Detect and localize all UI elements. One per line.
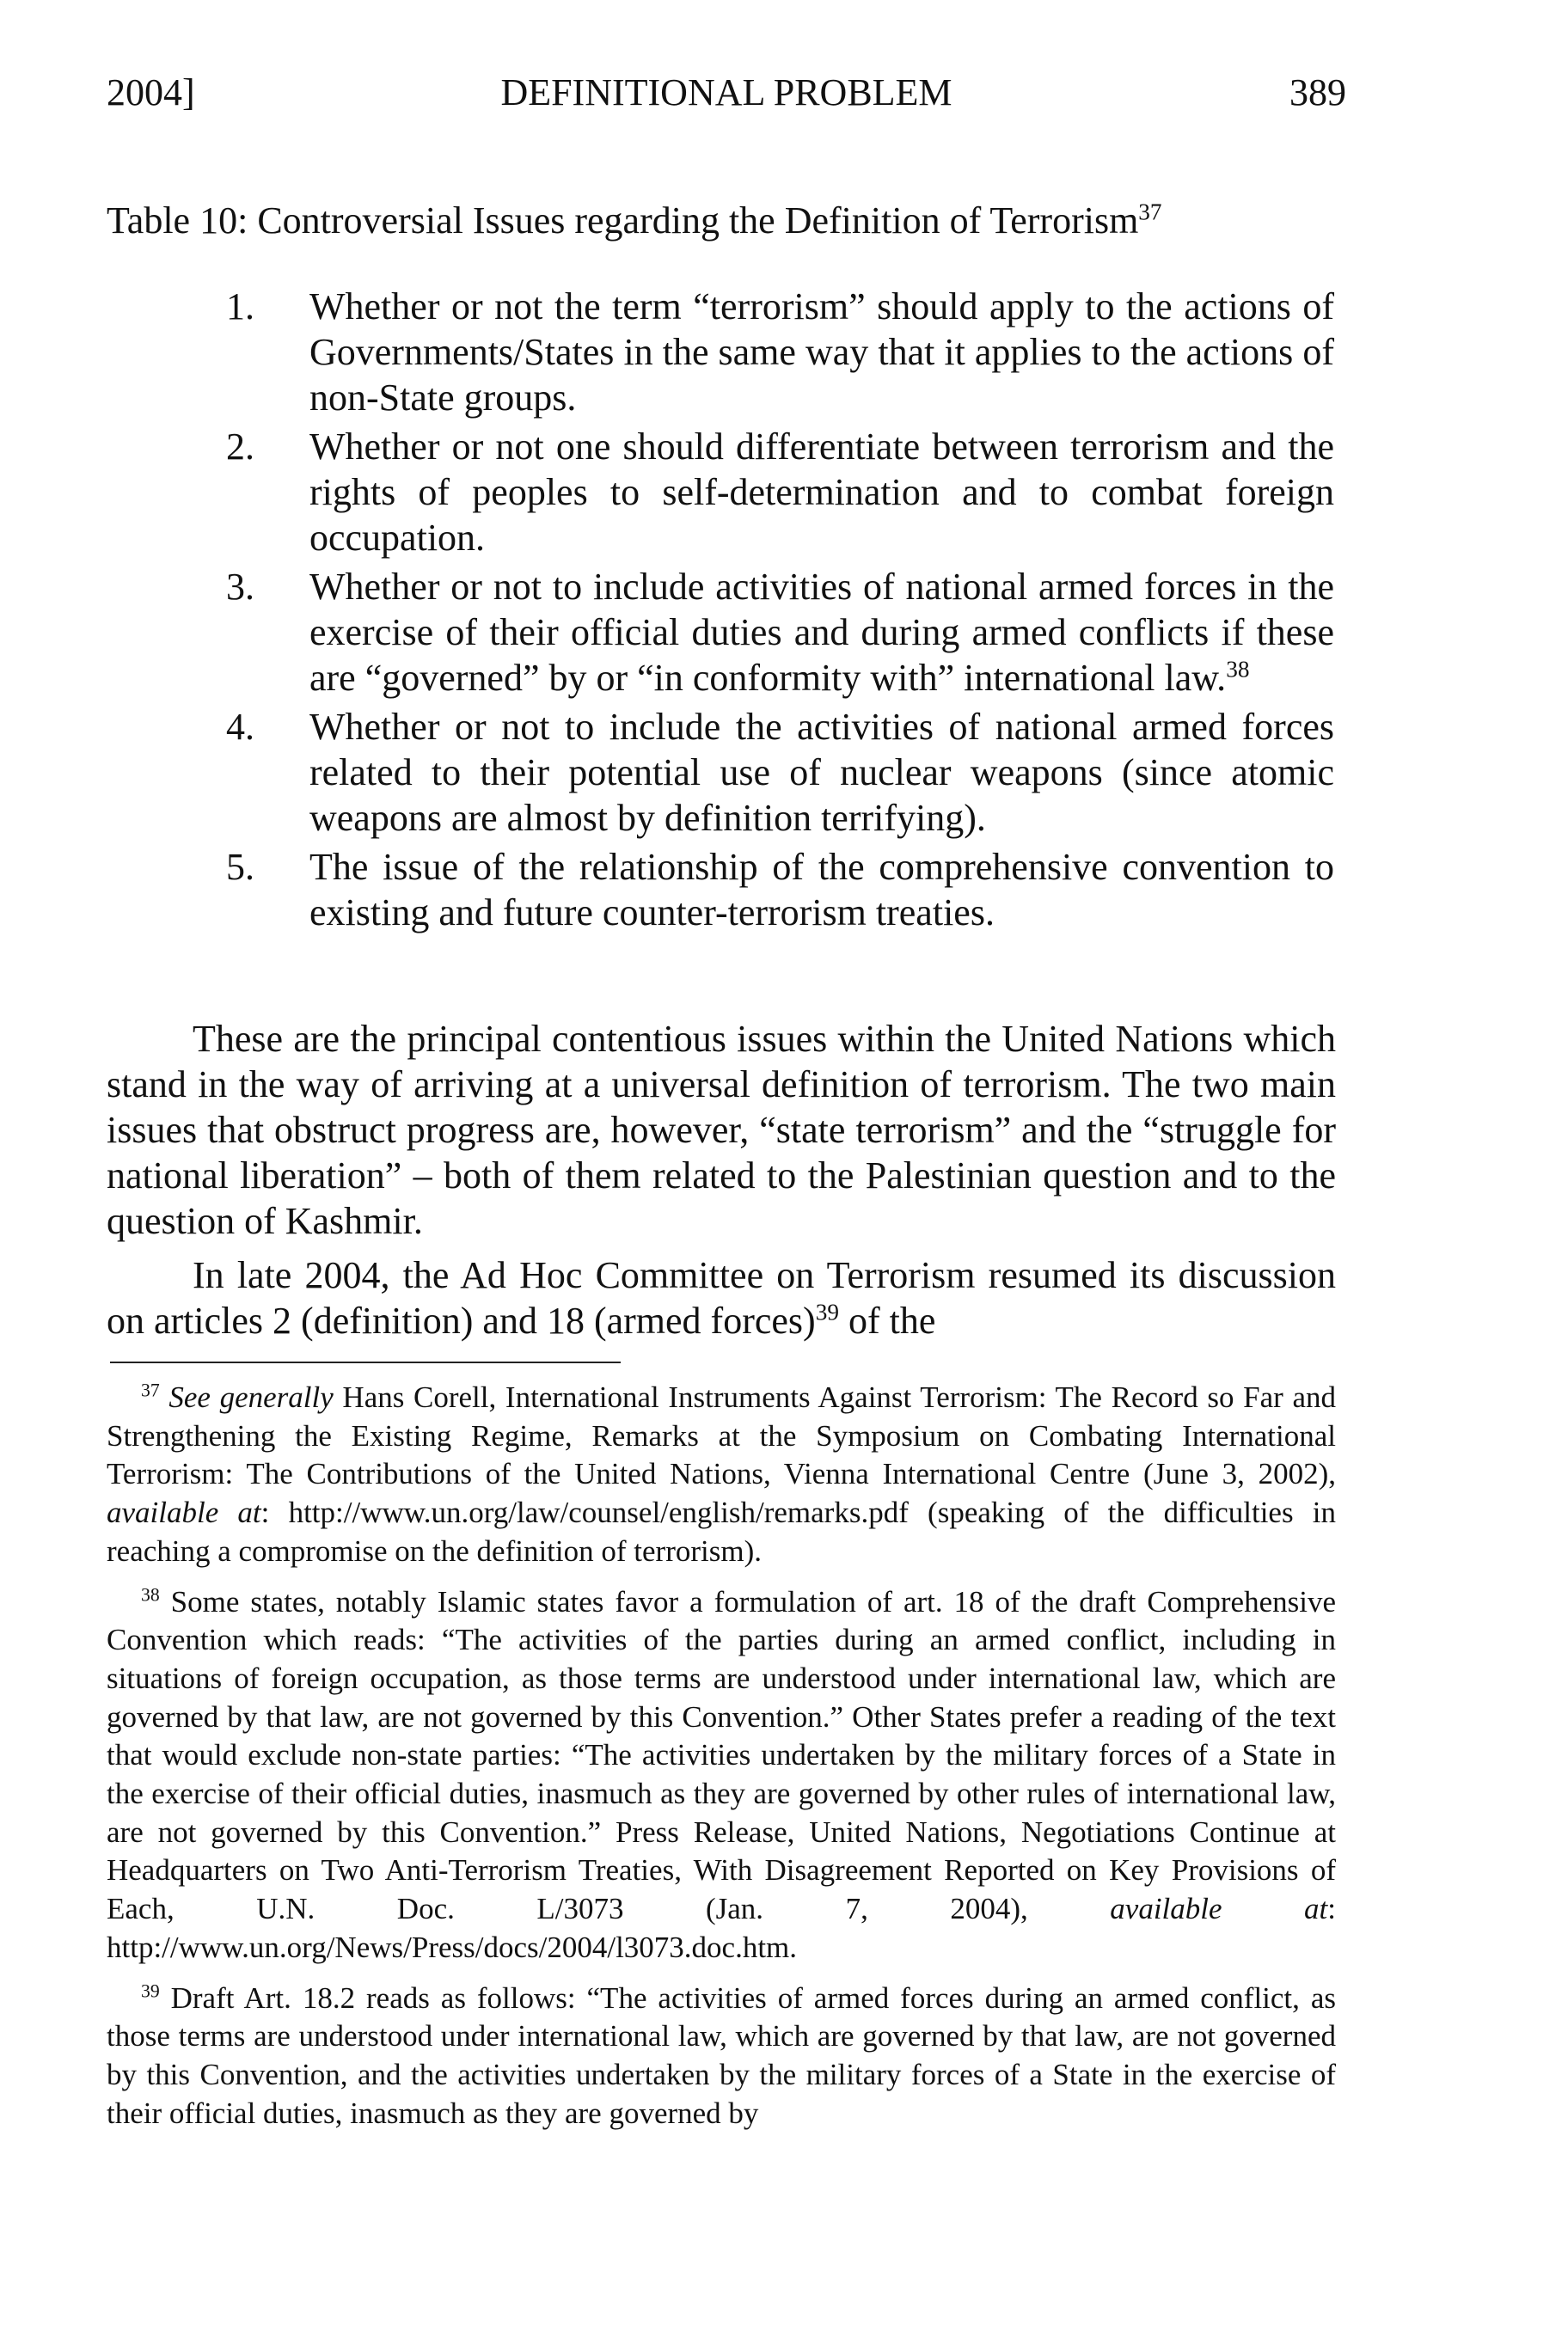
body-paragraph-2-text: In late 2004, the Ad Hoc Committee on Terrorism resumed its discussion on articles 2 (definition) and 18 (armed forces) bbox=[107, 1254, 1336, 1342]
list-item-text: The issue of the relationship of the comprehensive convention to existing and future counter-terrorism treaties. bbox=[309, 846, 1334, 933]
list-item-number: 1. bbox=[226, 285, 254, 327]
footnote-37 bbox=[107, 1379, 1336, 1571]
table-caption-text: Table 10: Controversial Issues regarding the Definition of Terrorism bbox=[107, 199, 1139, 242]
footnotes bbox=[107, 1379, 1336, 2145]
footnote-signal: See generally bbox=[168, 1380, 334, 1414]
list-item-text: Whether or not one should differentiate between terrorism and the rights of peoples to self-determination and to combat foreign occupation. bbox=[309, 425, 1334, 559]
body-text bbox=[107, 1016, 1336, 1352]
footnote-ref-39: 39 bbox=[815, 1299, 839, 1325]
footnote-url-text: : http://www.un.org/law/counsel/english/remarks.pdf (speaking of the difficulties in reaching a compromise on the definition of terrorism). bbox=[107, 1496, 1336, 1568]
footnote-38 bbox=[107, 1583, 1336, 1968]
running-header bbox=[107, 67, 1346, 119]
footnote-text: Some states, notably Islamic states favor a formulation of art. 18 of the draft Comprehensive Convention which reads: “The activities of the parties during an armed conflict, including in situations of foreign occupation, as those terms are understood under international law, which are governed by that law, are not governed by this Convention.” Other States prefer a reading of the text that would exclude non-state parties: “The activities undertaken by the military forces of a State in the exercise of their official duties, inasmuch as they are governed by other rules of international law, are not governed by this Convention.” Press Release, United Nations, Negotiations Continue at Headquarters on Two Anti-Terrorism Treaties, With Disagreement Reported on Key Provisions of Each, U.N. Doc. L/3073 (Jan. 7, 2004), bbox=[107, 1584, 1337, 1926]
list-item-text: Whether or not to include activities of national armed forces in the exercise of their official duties and during armed conflicts if these are “governed” by or “in conformity with” international law. bbox=[309, 566, 1334, 699]
footnote-39 bbox=[107, 1980, 1336, 2133]
footnote-mark: 39 bbox=[141, 1980, 160, 2001]
list-item-number: 2. bbox=[226, 425, 254, 468]
footnote-available-at: available at bbox=[107, 1496, 261, 1530]
list-item-number: 3. bbox=[226, 566, 254, 608]
list-item-number: 4. bbox=[226, 706, 254, 748]
body-paragraph-2 bbox=[107, 1252, 1336, 1343]
list-item bbox=[203, 844, 1334, 935]
table-caption bbox=[107, 196, 1162, 246]
body-paragraph-1: These are the principal contentious issues within the United Nations which stand in the way of arriving at a universal definition of terrorism. The two main issues that obstruct progress are, however, “state terrorism” and the “struggle for national liberation” – both of them related to the Palestinian question and to the question of Kashmir. bbox=[107, 1018, 1336, 1242]
header-year: 2004] bbox=[107, 71, 195, 113]
footnote-ref-38: 38 bbox=[1226, 656, 1250, 682]
list-item-number: 5. bbox=[226, 846, 254, 888]
footnote-available-at: available at bbox=[1110, 1892, 1328, 1926]
issues-list bbox=[203, 284, 1334, 939]
list-item bbox=[203, 704, 1334, 841]
list-item-text: Whether or not to include the activities of national armed forces related to their potential use of nuclear weapons (since atomic weapons are almost by definition terrifying). bbox=[309, 706, 1334, 839]
footnote-text: Draft Art. 18.2 reads as follows: “The activities of armed forces during an armed conflict, as those terms are understood under international law, which are governed by that law, are not governed by this Convention, and the activities undertaken by the military forces of a State in the exercise of their official duties, inasmuch as they are governed by bbox=[107, 1980, 1337, 2130]
footnote-ref-37: 37 bbox=[1138, 199, 1162, 225]
list-item-text: Whether or not the term “terrorism” should apply to the actions of Governments/States in the same way that it applies to the actions of non-State groups. bbox=[309, 285, 1334, 419]
list-item bbox=[203, 284, 1334, 420]
footnote-divider bbox=[110, 1362, 621, 1363]
footnote-mark: 38 bbox=[141, 1583, 160, 1605]
header-title: DEFINITIONAL PROBLEM bbox=[500, 71, 952, 113]
body-paragraph-2-tail: of the bbox=[838, 1300, 936, 1342]
list-item bbox=[203, 564, 1334, 701]
page-number: 389 bbox=[1289, 71, 1346, 113]
list-item bbox=[203, 424, 1334, 560]
footnote-mark: 37 bbox=[141, 1380, 160, 1401]
footnote-url-text: : http://www.un.org/News/Press/docs/2004/l3073.doc.htm. bbox=[107, 1892, 1337, 1964]
footnote-text: Hans Corell, International Instruments Against Terrorism: The Record so Far and Strengthening the Existing Regime, Remarks at the Symposium on Combating International Terrorism: The Contributions of the United Nations, Vienna International Centre (June 3, 2002), bbox=[107, 1380, 1336, 1491]
